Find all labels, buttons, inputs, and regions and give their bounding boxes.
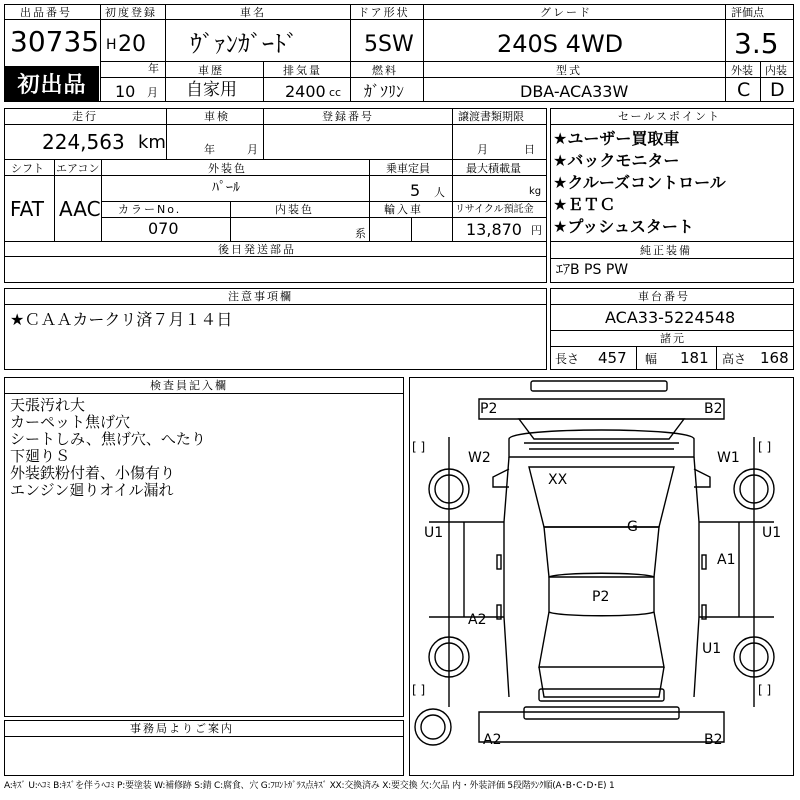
model-code: DBA-ACA33W [520, 82, 629, 101]
equip-value: ｴｱB PS PW [556, 262, 629, 278]
chassis-number: ACA33-5224548 [605, 308, 736, 327]
car-name: ｳﾞｧﾝｶﾞｰﾄﾞ [190, 30, 298, 58]
grade-value: 240S 4WD [497, 30, 624, 58]
colorno-value: 070 [148, 219, 179, 238]
reg-year-unit: 年 [148, 62, 159, 75]
height-value: 168 [760, 349, 789, 367]
car-history: 自家用 [186, 80, 237, 100]
score-label: 評価点 [731, 6, 764, 19]
equip-label: 純正装備 [640, 244, 692, 257]
damage-mark: U1 [702, 641, 722, 657]
sales-point: ★ＥＴＣ [553, 195, 616, 214]
chassis-label: 車台番号 [638, 290, 690, 303]
int-grade: D [770, 79, 785, 101]
import-label: 輸入車 [384, 203, 423, 216]
length-value: 457 [598, 349, 627, 367]
later-parts-label: 後日発送部品 [218, 243, 296, 256]
inspector-line: カーペット焦げ穴 [10, 413, 131, 431]
seats-unit: 人 [434, 186, 445, 199]
regno-label: 登録番号 [322, 110, 374, 123]
transfer-month-unit: 月 [477, 143, 488, 156]
lot-label: 出品番号 [20, 6, 72, 19]
inspector-line: 下廻りＳ [10, 447, 71, 465]
sales-label: セールスポイント [618, 110, 722, 123]
sales-point: ★プッシュスタート [553, 217, 694, 236]
damage-mark: W1 [717, 450, 740, 466]
inspector-line: 天張汚れ大 [10, 396, 86, 414]
int-label: 内装 [765, 64, 787, 77]
fuel-type: ｶﾞｿﾘﾝ [364, 82, 405, 101]
door-label: ドア形状 [358, 6, 410, 19]
dims-label: 諸元 [660, 332, 686, 345]
legend: A:ｷｽﾞ U:ﾍｺﾐ B:ｷｽﾞを伴うﾍｺﾐ P:要塗装 W:補修跡 S:錆 C:腐食、穴 G:ﾌﾛﾝﾄｶﾞﾗｽ点ｷｽﾞ XX:交換済み X:要交換 欠:欠品 内・外装評価 5段階ﾗﾝｸ順(A･B･C･D･E) 1 [4, 781, 615, 791]
diagram-bracket: [ ] [412, 683, 426, 697]
seats-value: 5 [410, 181, 421, 200]
width-label: 幅 [645, 352, 658, 366]
sales-point: ★バックモニター [553, 151, 680, 170]
inspection-month-unit: 月 [247, 143, 258, 156]
damage-mark: B2 [704, 401, 723, 417]
reg-label: 初度登録 [105, 6, 157, 19]
car-diagram [409, 377, 794, 776]
ac-label: エアコン [56, 162, 100, 175]
reg-year: 20 [118, 32, 146, 57]
model-label: 型式 [556, 64, 582, 77]
first-listing-badge: 初出品 [5, 66, 99, 101]
damage-mark: P2 [592, 589, 610, 605]
diagram-bracket: [ ] [758, 683, 772, 697]
load-unit: kg [529, 186, 542, 197]
mileage-value: 224,563 [42, 130, 125, 154]
diagram-bracket: [ ] [758, 440, 772, 454]
inspector-line: エンジン廻りオイル漏れ [10, 481, 174, 499]
shift-label: シフト [11, 162, 44, 175]
intcolor-label: 内装色 [275, 203, 314, 216]
reg-month: 10 [115, 82, 136, 101]
intcolor-unit: 系 [355, 227, 366, 240]
displacement-unit: cc [329, 86, 342, 99]
damage-mark: B2 [704, 732, 723, 748]
reg-month-unit: 月 [147, 86, 158, 99]
transfer-day-unit: 日 [524, 143, 535, 156]
width-value: 181 [680, 349, 709, 367]
inspector-line: 外装鉄粉付着、小傷有り [10, 464, 176, 482]
office-label: 事務局よりご案内 [130, 722, 234, 735]
recycle-unit: 円 [531, 224, 542, 237]
length-label: 長さ [555, 352, 580, 366]
damage-mark: A1 [717, 552, 736, 568]
sales-point: ★ユーザー買取車 [553, 129, 680, 148]
history-label: 車歴 [198, 64, 224, 77]
damage-mark: XX [548, 472, 568, 488]
door-type: 5SW [364, 32, 414, 57]
damage-mark: P2 [480, 401, 498, 417]
damage-mark: W2 [468, 450, 491, 466]
diagram-bracket: [ ] [412, 440, 426, 454]
inspector-line: シートしみ、焦げ穴、へたり [10, 430, 206, 448]
mileage-label: 走行 [72, 110, 98, 123]
load-label: 最大積載量 [466, 162, 521, 175]
damage-mark: U1 [424, 525, 444, 541]
ac-value: AAC [59, 197, 101, 221]
reg-era: H [106, 37, 117, 53]
damage-mark: A2 [468, 612, 487, 628]
shift-value: FAT [10, 197, 45, 221]
recycle-value: 13,870 [466, 220, 522, 239]
damage-mark: G [627, 519, 638, 535]
damage-mark: U1 [762, 525, 782, 541]
ext-label: 外装 [731, 64, 753, 77]
fuel-label: 燃料 [372, 64, 398, 77]
notes-text: ★ＣＡＡカークリ済７月１４日 [10, 310, 233, 329]
sales-point: ★クルーズコントロール [553, 173, 726, 192]
mileage-unit: km [138, 132, 166, 153]
disp-label: 排気量 [283, 64, 322, 77]
notes-label: 注意事項欄 [228, 290, 293, 303]
color-label: 外装色 [208, 162, 247, 175]
recycle-label: リサイクル預託金 [455, 204, 534, 215]
displacement: 2400 [285, 82, 326, 101]
ext-grade: C [737, 79, 751, 101]
transfer-label: 譲渡書類期限 [458, 110, 524, 123]
lot-number: 30735 [10, 25, 100, 58]
inspection-label: 車検 [204, 110, 230, 123]
inspector-label: 検査員記入欄 [150, 379, 228, 392]
name-label: 車名 [240, 6, 266, 19]
colorno-label: カラーNo. [118, 203, 182, 216]
seats-label: 乗車定員 [386, 162, 430, 175]
score-value: 3.5 [734, 27, 779, 60]
color-value: ﾊﾟｰﾙ [212, 180, 240, 196]
height-label: 高さ [722, 352, 747, 366]
inspection-year-unit: 年 [204, 143, 215, 156]
grade-label: グレード [540, 6, 592, 19]
damage-mark: A2 [483, 732, 502, 748]
